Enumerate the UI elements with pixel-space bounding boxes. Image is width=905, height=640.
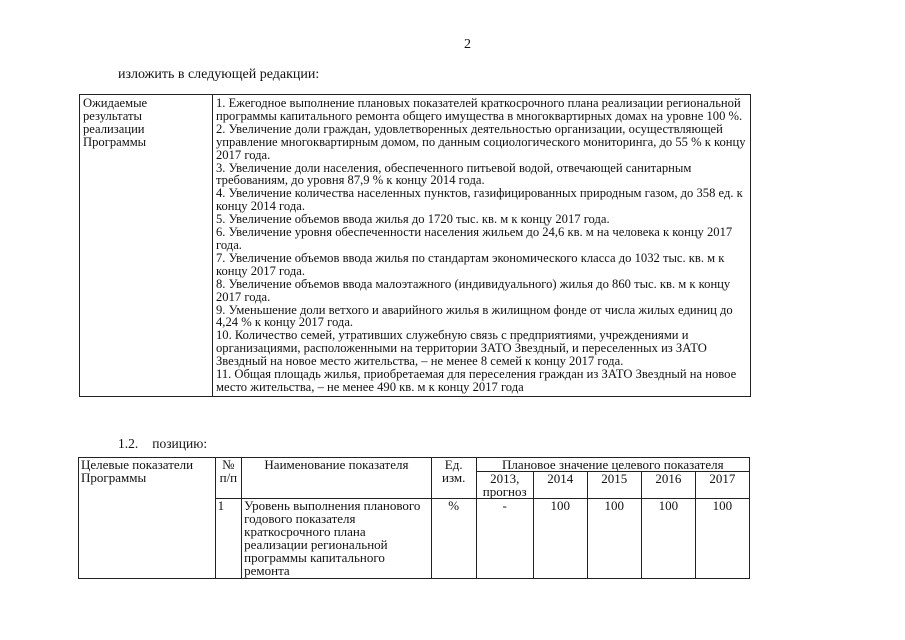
result-item: 9. Уменьшение доли ветхого и аварийного жилья в жилищном фонде от числа жилых единиц до 4,24 % к концу 2017 года. [216, 302, 733, 330]
result-item: 4. Увеличение количества населенных пунктов, газифицированных природным газом, до 358 ед. к концу 2014 года. [216, 186, 743, 214]
result-item: 6. Увеличение уровня обеспеченности населения жильем до 24,6 кв. м на человека к концу 2017 года. [216, 225, 733, 252]
label-line: Ожидаемые [83, 96, 148, 110]
column-header-year: 2016 [641, 472, 695, 499]
row-indicator-name: Уровень выполнения планового годового показателя краткосрочного плана реализации региональной программы капитального ремонта [242, 499, 432, 579]
expected-results-table [79, 94, 751, 397]
column-header-unit: Ед. изм. [431, 458, 476, 499]
section-heading [118, 437, 207, 451]
row-value: 100 [587, 499, 641, 579]
section-number: 1.2. [118, 436, 139, 451]
row-value: 100 [641, 499, 695, 579]
row-num: 1 [215, 499, 242, 579]
page-number: 2 [464, 37, 471, 52]
row-value: 100 [695, 499, 749, 579]
column-header-plan: Плановое значение целевого показателя [476, 458, 749, 472]
expected-results-list [213, 95, 751, 397]
section-text: позицию: [152, 436, 208, 451]
label-line: результаты [83, 108, 142, 123]
column-header-num: № п/п [215, 458, 242, 499]
result-item: 1. Ежегодное выполнение плановых показателей краткосрочного плана реализации региональной программы капитального ремонта общего имущества в многоквартирных домах на уровне 100 %. [216, 96, 743, 123]
table-header-row [79, 458, 750, 472]
column-header-name: Наименование показателя [242, 458, 432, 499]
result-item: 5. Увеличение объемов ввода жилья до 1720 тыс. кв. м к концу 2017 года. [216, 212, 610, 227]
result-item: 3. Увеличение доли населения, обеспеченного питьевой водой, отвечающей санитарным требованиям, до уровня 87,9 % к концу 2014 года. [216, 160, 692, 188]
column-header-year: 2013, прогноз [476, 472, 533, 499]
result-item: 10. Количество семей, утративших служебную связь с предприятиями, учреждениями и организациями, расположенными на территории ЗАТО Звездный, и переселенных из ЗАТО Звездный на новое место жительства, – не менее 8 семей к концу 2017 года. [216, 328, 707, 369]
expected-results-label [80, 95, 213, 397]
column-header-year: 2017 [695, 472, 749, 499]
label-line: реализации [83, 121, 145, 136]
indicators-label: Целевые показатели Программы [79, 458, 216, 579]
result-item: 8. Увеличение объемов ввода малоэтажного (индивидуального) жилья до 860 тыс. кв. м к концу 2017 года. [216, 276, 731, 304]
row-value: - [476, 499, 533, 579]
table-row [80, 95, 751, 397]
result-item: 2. Увеличение доли граждан, удовлетворенных деятельностью организации, осуществляющей управление многоквартирным домом, по данным социологического мониторинга, до 55 % к концу 2017 года. [216, 121, 746, 162]
target-indicators-table [78, 457, 750, 579]
result-item: 7. Увеличение объемов ввода жилья по стандартам экономического класса до 1032 тыс. кв. м к концу 2017 года. [216, 250, 725, 278]
column-header-year: 2015 [587, 472, 641, 499]
row-unit: % [431, 499, 476, 579]
result-item: 11. Общая площадь жилья, приобретаемая для переселения граждан из ЗАТО Звездный на новое место жительства, – не менее 490 кв. м к концу 2017 года [216, 367, 737, 394]
intro-text: изложить в следующей редакции: [118, 67, 320, 82]
column-header-year: 2014 [533, 472, 587, 499]
label-line: Программы [83, 134, 147, 149]
row-value: 100 [533, 499, 587, 579]
